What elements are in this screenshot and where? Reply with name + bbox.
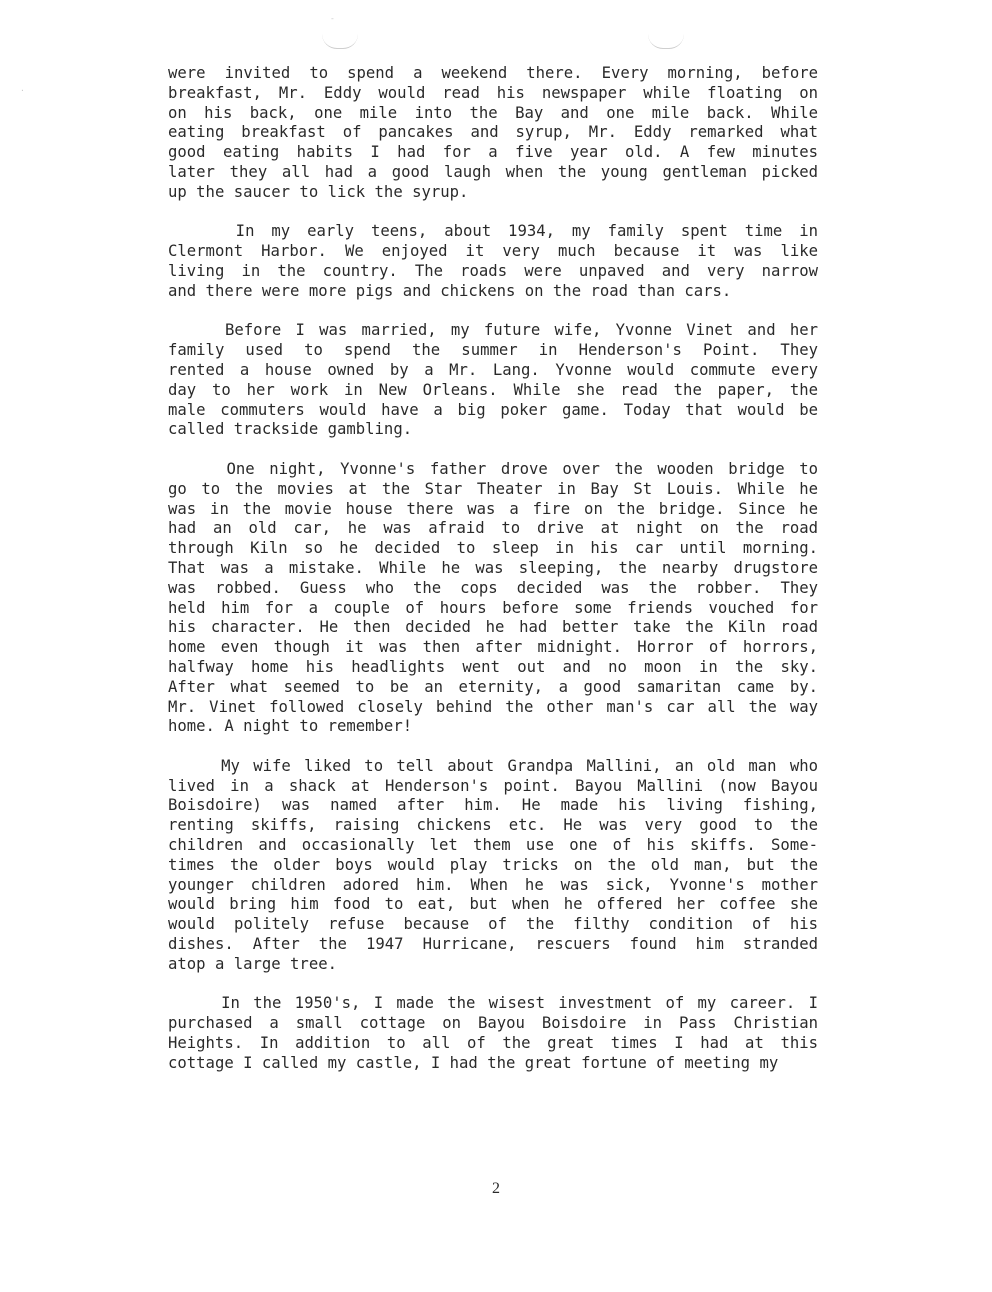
paragraph bbox=[168, 994, 818, 1073]
text-line: had an old car, he was afraid to drive at night on the road bbox=[168, 519, 818, 538]
text-line: In the 1950's, I made the wisest investment of my career. I bbox=[168, 994, 818, 1013]
text-line: cottage I called my castle, I had the great fortune of meeting my bbox=[168, 1053, 779, 1072]
punch-hole-mark bbox=[322, 34, 358, 49]
text-line: eating breakfast of pancakes and syrup, Mr. Eddy remarked what bbox=[168, 123, 818, 142]
page-number: 2 bbox=[492, 1180, 500, 1197]
text-line: family used to spend the summer in Henderson's Point. They bbox=[168, 341, 818, 360]
text-line: halfway home his headlights went out and no moon in the sky. bbox=[168, 657, 818, 676]
text-line: through Kiln so he decided to sleep in his car until morning. bbox=[168, 539, 818, 558]
text-line: In my early teens, about 1934, my family spent time in bbox=[168, 222, 818, 241]
text-line: Clermont Harbor. We enjoyed it very much because it was like bbox=[168, 242, 818, 261]
text-line: One night, Yvonne's father drove over the wooden bridge to bbox=[168, 459, 818, 478]
text-line: Heights. In addition to all of the great times I had at this bbox=[168, 1034, 818, 1053]
text-line: was robbed. Guess who the cops decided was the robber. They bbox=[168, 578, 818, 597]
text-line: breakfast, Mr. Eddy would read his newspaper while floating on bbox=[168, 83, 818, 102]
text-line: times the older boys would play tricks on the old man, but the bbox=[168, 855, 818, 874]
text-line: would politely refuse because of the filthy condition of his bbox=[168, 915, 818, 934]
text-line: That was a mistake. While he was sleeping, the nearby drugstore bbox=[168, 558, 818, 577]
text-line: purchased a small cottage on Bayou Boisdoire in Pass Christian bbox=[168, 1014, 818, 1033]
text-line: later they all had a good laugh when the young gentleman picked bbox=[168, 162, 818, 181]
text-line: was in the movie house there was a fire on the bridge. Since he bbox=[168, 499, 818, 518]
body-text bbox=[168, 64, 818, 1093]
paragraph bbox=[168, 460, 818, 737]
text-line: would bring him food to eat, but when he offered her coffee she bbox=[168, 895, 818, 914]
text-line: children and occasionally let them use one of his skiffs. Some- bbox=[168, 836, 818, 855]
text-line: home even though it was then after midnight. Horror of horrors, bbox=[168, 638, 818, 657]
text-line: After what seemed to be an eternity, a good samaritan came by. bbox=[168, 677, 818, 696]
text-line: go to the movies at the Star Theater in Bay St Louis. While he bbox=[168, 479, 818, 498]
text-line: home. A night to remember! bbox=[168, 717, 413, 736]
text-line: Before I was married, my future wife, Yvonne Vinet and her bbox=[168, 321, 818, 340]
text-line: Mr. Vinet followed closely behind the other man's car all the way bbox=[168, 697, 818, 716]
text-line: living in the country. The roads were unpaved and very narrow bbox=[168, 261, 818, 280]
text-line: atop a large tree. bbox=[168, 954, 337, 973]
paragraph bbox=[168, 64, 818, 203]
text-line: My wife liked to tell about Grandpa Mallini, an old man who bbox=[168, 756, 818, 775]
paragraph bbox=[168, 757, 818, 975]
text-line: called trackside gambling. bbox=[168, 420, 413, 439]
text-line: his character. He then decided he had better take the Kiln road bbox=[168, 618, 818, 637]
text-line: held him for a couple of hours before some friends vouched for bbox=[168, 598, 818, 617]
text-line: renting skiffs, raising chickens etc. He was very good to the bbox=[168, 816, 818, 835]
text-line: Boisdoire) was named after him. He made his living fishing, bbox=[168, 796, 818, 815]
scan-speck: · bbox=[20, 86, 25, 95]
text-line: rented a house owned by a Mr. Lang. Yvonne would commute every bbox=[168, 360, 818, 379]
paragraph bbox=[168, 222, 818, 301]
text-line: were invited to spend a weekend there. Every morning, before bbox=[168, 64, 818, 82]
punch-hole-mark bbox=[648, 34, 684, 49]
text-line: good eating habits I had for a five year old. A few minutes bbox=[168, 143, 818, 162]
scan-speck: - bbox=[330, 14, 335, 23]
text-line: male commuters would have a big poker game. Today that would be bbox=[168, 400, 818, 419]
text-line: up the saucer to lick the syrup. bbox=[168, 182, 469, 201]
text-line: younger children adored him. When he was sick, Yvonne's mother bbox=[168, 875, 818, 894]
text-line: lived in a shack at Henderson's point. Bayou Mallini (now Bayou bbox=[168, 776, 818, 795]
text-line: and there were more pigs and chickens on the road than cars. bbox=[168, 281, 732, 300]
paragraph bbox=[168, 321, 818, 440]
text-line: dishes. After the 1947 Hurricane, rescuers found him stranded bbox=[168, 935, 818, 954]
text-line: day to her work in New Orleans. While she read the paper, the bbox=[168, 380, 818, 399]
text-line: on his back, one mile into the Bay and one mile back. While bbox=[168, 103, 818, 122]
